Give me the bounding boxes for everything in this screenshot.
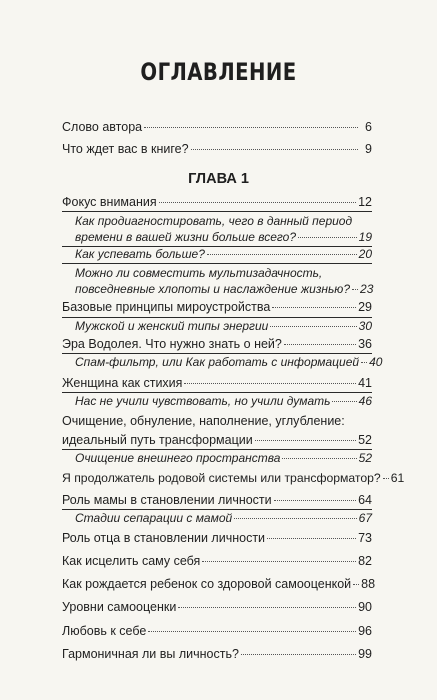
dot-leader [383, 478, 389, 479]
toc-entry-page: 88 [361, 577, 376, 591]
toc-entry [62, 413, 372, 448]
dot-leader [184, 383, 356, 384]
toc-entry-text: Я продолжатель родовой системы или трансформатор? [62, 471, 381, 485]
toc-entry [62, 375, 372, 391]
dot-leader [207, 254, 357, 255]
dot-leader [267, 538, 356, 539]
toc-entry [62, 492, 372, 508]
dot-leader [284, 344, 356, 345]
toc-entry-text: Роль отца в становлении личности [62, 531, 266, 545]
toc-entry-text: Как продиагностировать, чего в данный период [75, 214, 353, 228]
toc-entry-text: Очищение, обнуление, наполнение, углубление: [62, 414, 345, 428]
toc-entry-page: 29 [358, 300, 372, 314]
toc-subentry [75, 354, 383, 370]
dot-leader [353, 584, 359, 585]
toc-entry-page: 41 [358, 376, 372, 390]
toc-entry-page: 12 [358, 195, 372, 209]
toc-entry-page: 52 [358, 433, 372, 447]
toc-entry-page: 30 [358, 319, 372, 333]
toc-subentry [75, 393, 372, 409]
toc-subentry [75, 318, 372, 334]
dot-leader [148, 631, 356, 632]
dot-leader [144, 127, 358, 128]
toc-divider [62, 211, 372, 212]
toc-entry-text: Любовь к себе [62, 624, 147, 638]
toc-entry-page: 20 [358, 247, 372, 261]
dot-leader [255, 440, 356, 441]
dot-leader [282, 458, 356, 459]
toc-entry-text: Роль мамы в становлении личности [62, 493, 272, 507]
toc-entry [62, 141, 372, 157]
toc-divider [62, 263, 372, 264]
toc-entry-page: 23 [360, 282, 374, 296]
toc-title: ОГЛАВЛЕНИЕ [140, 58, 297, 86]
toc-entry-text: идеальный путь трансформации [62, 433, 253, 447]
toc-entry-text: Нас не учили чувствовать, но учили думать [75, 394, 331, 408]
toc-entry-text: Гармоничная ли вы личность? [62, 647, 239, 661]
toc-entry [62, 336, 372, 352]
toc-entry-text: повседневные хлопоты и наслаждение жизнью? [75, 282, 351, 296]
toc-entry-text: Фокус внимания [62, 195, 157, 209]
dot-leader [352, 289, 358, 290]
toc-entry-page: 61 [390, 471, 405, 485]
dot-leader [241, 654, 356, 655]
toc-entry-text: Что ждет вас в книге? [62, 142, 189, 156]
dot-leader [191, 149, 358, 150]
toc-entry-page: 96 [358, 624, 372, 638]
toc-entry-text: Слово автора [62, 120, 143, 134]
toc-entry-page: 9 [365, 142, 372, 156]
dot-leader [159, 202, 356, 203]
dot-leader [298, 237, 357, 238]
toc-subentry [75, 450, 372, 466]
toc-entry-text: Как успевать больше? [75, 247, 205, 261]
toc-entry [62, 553, 372, 569]
toc-entry-text: Как рождается ребенок со здоровой самооценкой [62, 577, 352, 591]
chapter-heading: ГЛАВА 1 [188, 171, 249, 187]
toc-entry [62, 299, 372, 315]
toc-subentry [75, 213, 372, 245]
toc-entry-page: 90 [358, 600, 372, 614]
toc-entry-page: 99 [358, 647, 372, 661]
toc-entry-page: 67 [358, 511, 372, 525]
toc-entry-text: Можно ли совместить мультизадачность, [75, 266, 323, 280]
toc-entry-page: 40 [369, 355, 383, 369]
toc-entry-page: 52 [358, 451, 372, 465]
toc-entry-text: Базовые принципы мироустройства [62, 300, 271, 314]
dot-leader [234, 518, 356, 519]
toc-entry-page: 19 [358, 230, 372, 244]
toc-entry [62, 646, 372, 662]
toc-entry [62, 576, 376, 592]
toc-entry-text: Уровни самооценки [62, 600, 177, 614]
dot-leader [178, 607, 356, 608]
toc-entry [62, 623, 372, 639]
toc-entry-text: времени в вашей жизни больше всего? [75, 230, 297, 244]
toc-entry [62, 119, 372, 135]
toc-entry [62, 599, 372, 615]
dot-leader [332, 401, 356, 402]
toc-entry [62, 194, 372, 210]
toc-entry-text: Очищение внешнего пространства [75, 451, 281, 465]
toc-entry-page: 36 [358, 337, 372, 351]
toc-entry-page: 46 [358, 394, 372, 408]
toc-subentry [75, 510, 372, 526]
toc-entry-text: Мужской и женский типы энергии [75, 319, 269, 333]
toc-entry-page: 73 [358, 531, 372, 545]
toc-entry-page: 6 [365, 120, 372, 134]
toc-entry-text: Спам-фильтр, или Как работать с информацией [75, 355, 360, 369]
toc-entry-text: Женщина как стихия [62, 376, 183, 390]
dot-leader [274, 500, 356, 501]
toc-subentry [75, 265, 372, 297]
toc-entry-page: 64 [358, 493, 372, 507]
toc-entry [62, 530, 372, 546]
toc-entry-text: Эра Водолея. Что нужно знать о ней? [62, 337, 282, 351]
dot-leader [361, 362, 367, 363]
dot-leader [272, 307, 356, 308]
toc-entry-text: Стадии сепарации с мамой [75, 511, 233, 525]
dot-leader [270, 326, 356, 327]
toc-entry-page: 82 [358, 554, 372, 568]
dot-leader [202, 561, 356, 562]
toc-entry-text: Как исцелить саму себя [62, 554, 201, 568]
toc-subentry [75, 246, 372, 262]
toc-entry [62, 470, 405, 486]
